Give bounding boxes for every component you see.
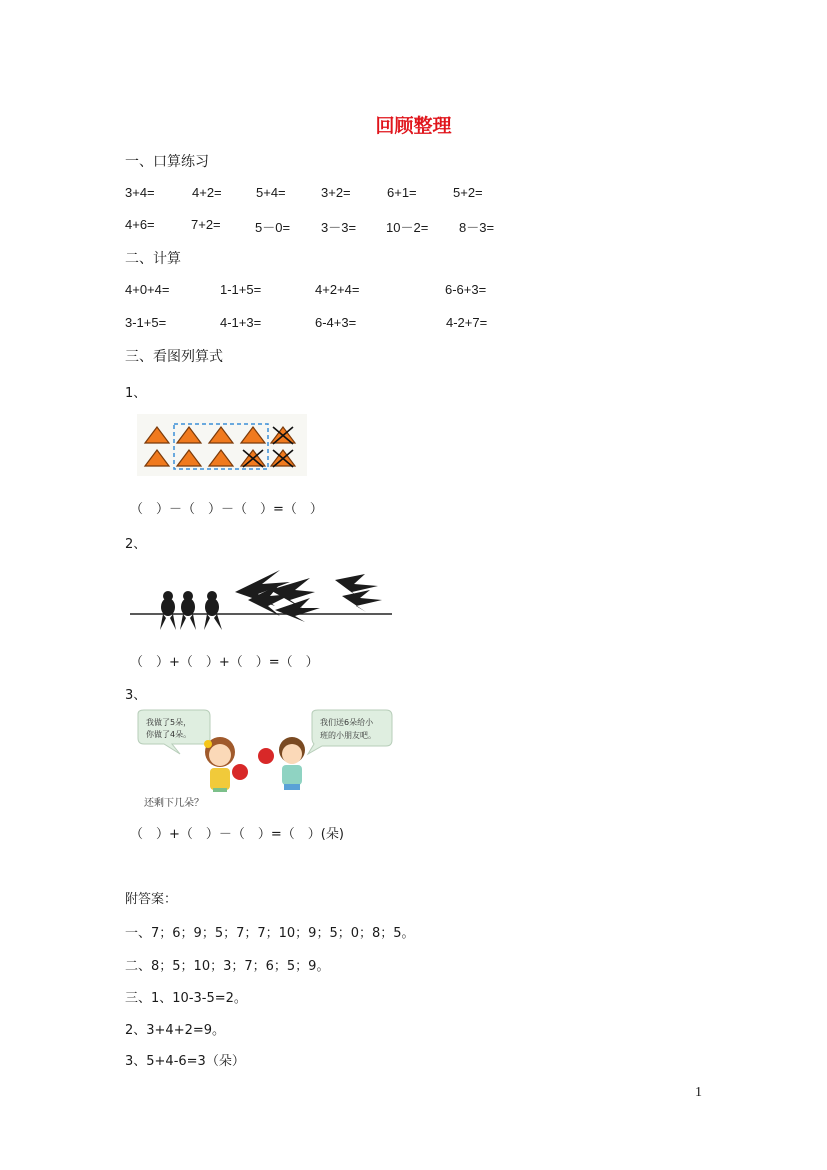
oral-item: 4+2= — [192, 185, 222, 200]
oral-item: 5+2= — [453, 185, 483, 200]
answer-formula: （ ）－（ ）－（ ）=（ ） — [130, 502, 323, 517]
children-flowers-image — [132, 708, 394, 814]
perched-bird-icon — [204, 591, 222, 630]
calc-item: 1-1+5= — [220, 282, 262, 297]
flying-swallow-icon — [342, 590, 382, 612]
perched-bird-icon — [160, 591, 176, 630]
boy-illustration — [258, 737, 305, 790]
calc-item: 6-6+3= — [445, 282, 487, 297]
triangles-image — [137, 414, 307, 476]
oral-item: 5－0= — [255, 220, 291, 235]
speech-bubble-left — [138, 710, 210, 754]
answer-line: 2、3+4+2=9。 — [125, 1023, 226, 1038]
oral-item: 4+6= — [125, 217, 155, 232]
answer-line: 三、1、10-3-5=2。 — [125, 991, 247, 1006]
calc-item: 4+2+4= — [315, 282, 360, 297]
flying-swallow-icon — [275, 598, 320, 622]
answer-line: 二、8；5；10；3；7；6；5；9。 — [125, 959, 330, 974]
oral-item: 6+1= — [387, 185, 417, 200]
girl-illustration — [204, 737, 248, 792]
flower-icon — [258, 748, 274, 764]
oral-item: 8－3= — [459, 220, 495, 235]
oral-item: 3+2= — [321, 185, 351, 200]
oral-item: 3－3= — [321, 220, 357, 235]
hair-bow-icon — [204, 740, 212, 748]
flower-icon — [232, 764, 248, 780]
problem-number: 2、 — [125, 537, 147, 552]
bubble-text: 你做了4朵。 — [146, 730, 192, 739]
oral-item: 10－2= — [386, 220, 429, 235]
oral-item: 7+2= — [191, 217, 221, 232]
calc-item: 4-2+7= — [446, 315, 488, 330]
page-number: 1 — [695, 1085, 702, 1100]
speech-bubble-right — [308, 710, 392, 754]
oral-item: 5+4= — [256, 185, 286, 200]
swallows-image — [130, 562, 394, 634]
answer-formula: （ ）+（ ）－（ ）=（ ）(朵) — [130, 827, 344, 842]
calc-item: 3-1+5= — [125, 315, 167, 330]
calc-item: 4+0+4= — [125, 282, 170, 297]
answer-formula: （ ）+（ ）+（ ）=（ ） — [130, 655, 319, 670]
bubble-text: 班的小朋友吧。 — [320, 731, 376, 740]
problem-number: 1、 — [125, 386, 147, 401]
answers-heading: 附答案： — [125, 892, 178, 907]
page-title: 回顾整理 — [375, 115, 452, 137]
oral-item: 3+4= — [125, 185, 155, 200]
section-heading-calc: 二、计算 — [125, 251, 181, 267]
problem-number: 3、 — [125, 688, 147, 703]
image-background — [137, 414, 307, 476]
calc-item: 6-4+3= — [315, 315, 357, 330]
section-heading-picture: 三、看图列算式 — [125, 349, 223, 365]
section-heading-oral: 一、口算练习 — [125, 154, 209, 170]
perched-bird-icon — [180, 591, 196, 630]
answer-line: 3、5+4-6=3（朵） — [125, 1054, 245, 1069]
calc-item: 4-1+3= — [220, 315, 262, 330]
bubble-text: 我们送6朵给小 — [320, 718, 374, 727]
answer-line: 一、7；6；9；5；7；7；10；9；5；0；8；5。 — [125, 926, 415, 941]
bubble-text: 我做了5朵， — [146, 718, 192, 727]
question-text: 还剩下几朵？ — [144, 798, 204, 809]
